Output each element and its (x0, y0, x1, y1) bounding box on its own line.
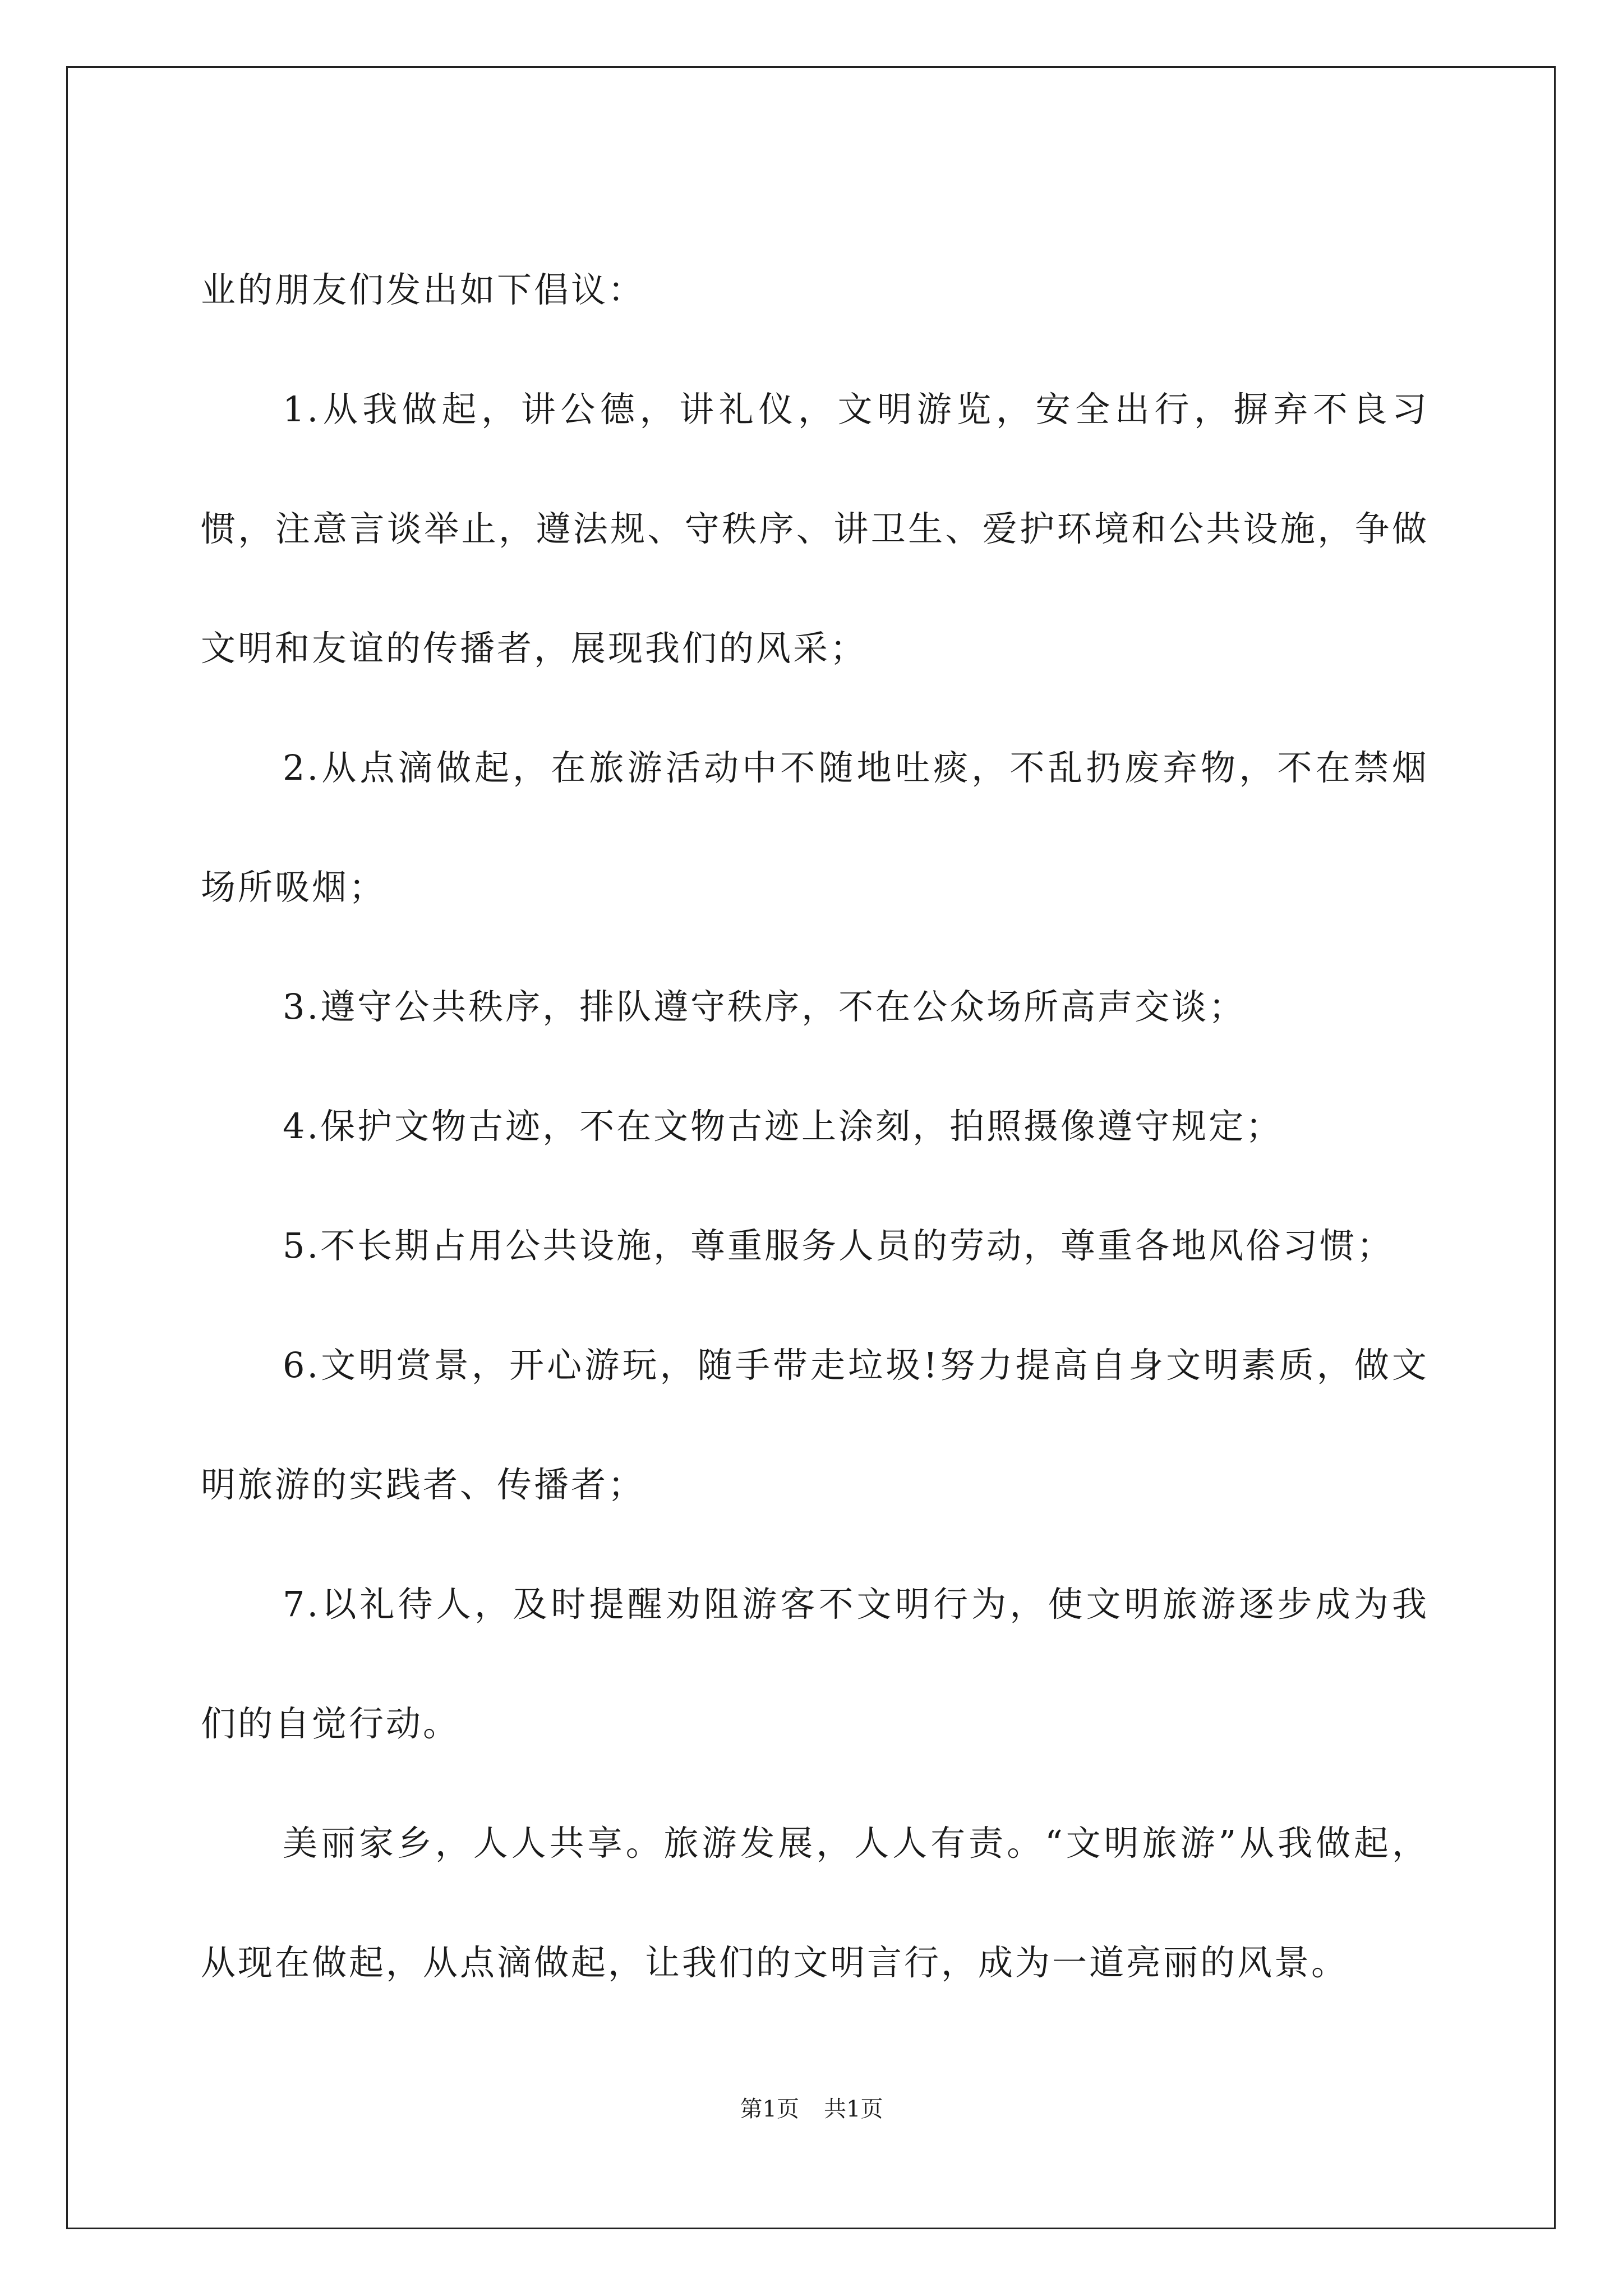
paragraph-item-1: 1.从我做起，讲公德，讲礼仪，文明游览，安全出行，摒弃不良习惯，注意言谈举止，遵法规、守秩序、讲卫生、爱护环境和公共设施，争做文明和友谊的传播者，展现我们的风采； (201, 389, 1429, 669)
document-body (201, 230, 1429, 2022)
paragraph-item-6: 6.文明赏景，开心游玩，随手带走垃圾!努力提高自身文明素质，做文明旅游的实践者、传播者； (201, 1345, 1429, 1505)
paragraph-item-3: 3.遵守公共秩序，排队遵守秩序，不在公众场所高声交谈； (283, 986, 1246, 1027)
page-number-total: 共1页 (824, 2096, 883, 2122)
paragraph-intro: 业的朋友们发出如下倡议： (201, 269, 645, 310)
paragraph-item-4: 4.保护文物古迹，不在文物古迹上涂刻，拍照摄像遵守规定； (283, 1106, 1283, 1147)
paragraph-item-5: 5.不长期占用公共设施，尊重服务人员的劳动，尊重各地风俗习惯； (283, 1225, 1394, 1266)
paragraph-closing: 美丽家乡，人人共享。旅游发展，人人有责。“文明旅游”从我做起，从现在做起，从点滴做起，让我们的文明言行，成为一道亮丽的风景。 (201, 1823, 1429, 1983)
paragraph-item-7: 7.以礼待人，及时提醒劝阻游客不文明行为，使文明旅游逐步成为我们的自觉行动。 (201, 1584, 1429, 1744)
page-number-current: 第1页 (740, 2096, 799, 2122)
paragraph-item-2: 2.从点滴做起，在旅游活动中不随地吐痰，不乱扔废弃物，不在禁烟场所吸烟； (201, 747, 1429, 908)
page-footer (0, 2091, 1623, 2123)
